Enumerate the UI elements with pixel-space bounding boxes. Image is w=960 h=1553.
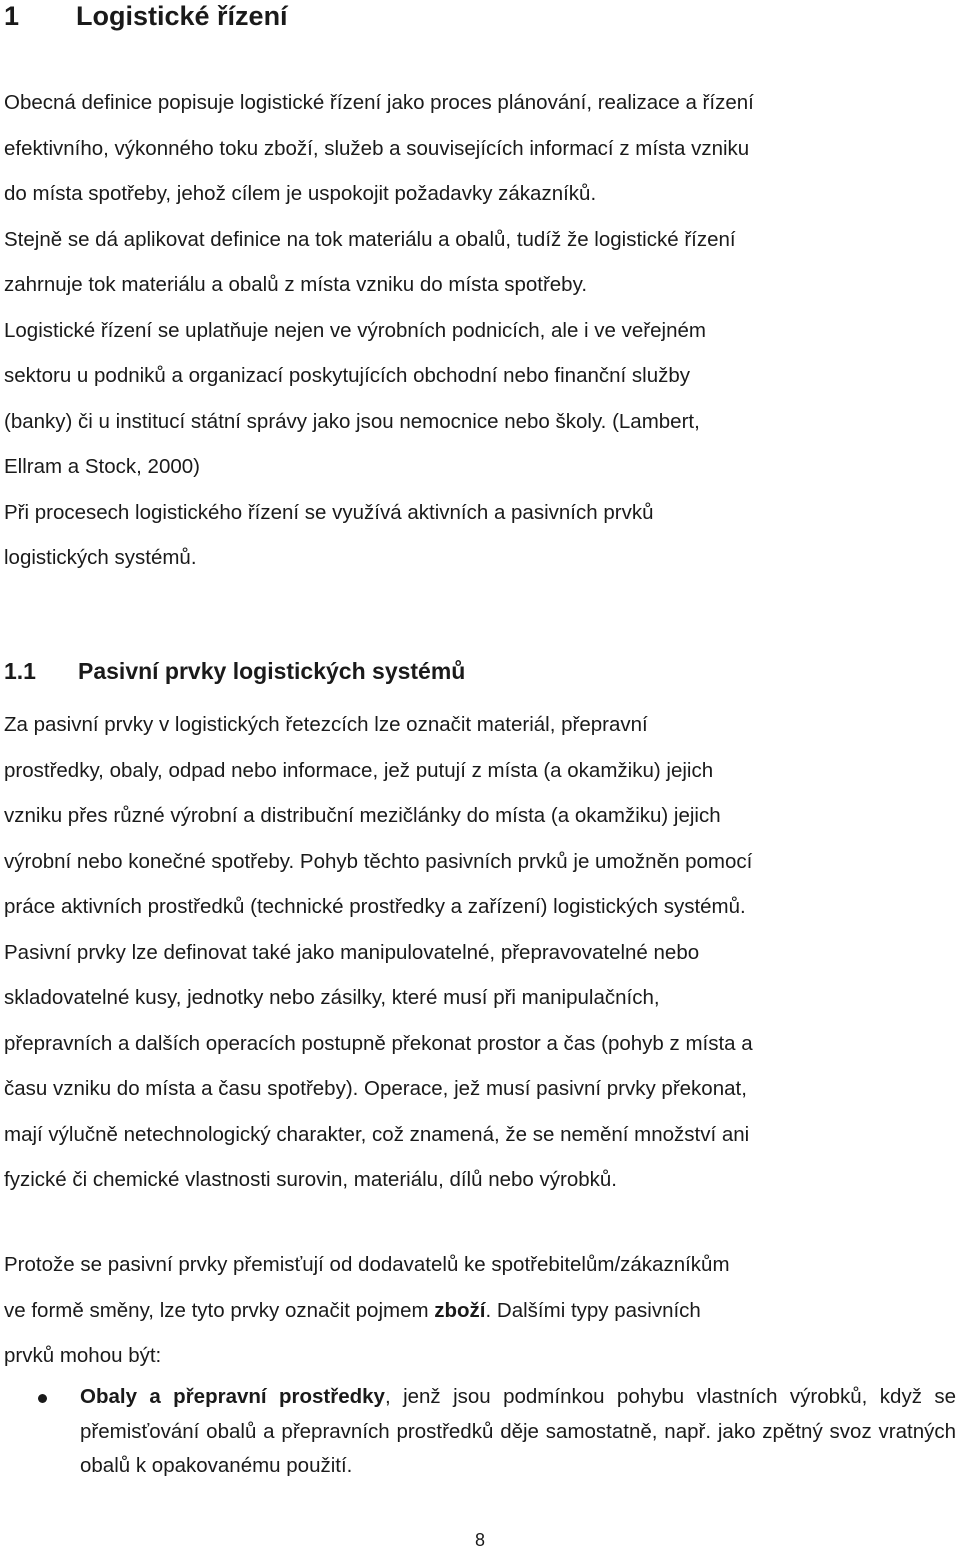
text-line xyxy=(4,1288,954,1334)
text-line: efektivního, výkonného toku zboží, služeb a souvisejících informací z místa vzniku xyxy=(4,136,750,160)
section-heading xyxy=(4,653,465,689)
text-line: mají výlučně netechnologický charakter, což znamená, že se nemění množství ani xyxy=(4,1122,750,1146)
text-line: Protože se pasivní prvky přemisťují od dodavatelů ke spotřebitelům/zákazníkům xyxy=(4,1253,730,1276)
chapter-heading xyxy=(4,0,288,34)
text-line: přepravních a dalších operacích postupně překonat prostor a čas (pohyb z místa a xyxy=(4,1031,753,1055)
text-line: skladovatelné kusy, jednotky nebo zásilky, které musí při manipulačních, xyxy=(4,986,660,1009)
text-line: Stejně se dá aplikovat definice na tok materiálu a obalů, tudíž že logistické řízení xyxy=(4,227,736,251)
chapter-number: 1 xyxy=(4,1,20,31)
text-line: Za pasivní prvky v logistických řetezcích lze označit materiál, přepravní xyxy=(4,713,648,736)
text-line: vzniku přes různé výrobní a distribuční mezičlánky do místa (a okamžiku) jejich xyxy=(4,804,721,827)
section-number: 1.1 xyxy=(4,658,36,684)
text-line: Ellram a Stock, 2000) xyxy=(4,455,200,478)
passive-elements-paragraph xyxy=(4,702,954,1203)
chapter-title: Logistické řízení xyxy=(76,1,288,31)
goods-paragraph xyxy=(4,1242,954,1379)
section-title: Pasivní prvky logistických systémů xyxy=(78,658,466,684)
bullet-bold-term: Obaly a přepravní prostředky xyxy=(80,1385,385,1408)
bold-term: zboží xyxy=(434,1298,486,1322)
list-item xyxy=(0,1380,956,1484)
text-line: fyzické či chemické vlastnosti surovin, materiálu, dílů nebo výrobků. xyxy=(4,1168,617,1191)
text-line: Logistické řízení se uplatňuje nejen ve výrobních podnicích, ale i ve veřejném xyxy=(4,318,706,342)
bullet-icon xyxy=(38,1394,47,1403)
text-line: práce aktivních prostředků (technické prostředky a zařízení) logistických systémů. xyxy=(4,895,746,918)
text-line: sektoru u podniků a organizací poskytujících obchodní nebo finanční služby xyxy=(4,364,691,387)
text-segment: ve formě směny, lze tyto prvky označit pojmem xyxy=(4,1298,435,1322)
text-line: Pasivní prvky lze definovat také jako manipulovatelné, přepravovatelné nebo xyxy=(4,940,700,964)
text-line: prvků mohou být: xyxy=(4,1344,162,1367)
text-line: výrobní nebo konečné spotřeby. Pohyb těchto pasivních prvků je umožněn pomocí xyxy=(4,849,753,873)
page-number: 8 xyxy=(474,1530,485,1550)
text-line: (banky) či u institucí státní správy jako jsou nemocnice nebo školy. (Lambert, xyxy=(4,409,700,433)
text-line: logistických systémů. xyxy=(4,546,197,569)
bullet-list xyxy=(0,1380,960,1484)
text-segment: . Dalšími typy pasivních xyxy=(485,1298,701,1322)
text-line: času vzniku do místa a času spotřeby). Operace, jež musí pasivní prvky překonat, xyxy=(4,1077,747,1100)
text-line: Při procesech logistického řízení se využívá aktivních a pasivních prvků xyxy=(4,500,654,524)
text-line: prostředky, obaly, odpad nebo informace, jež putují z místa (a okamžiku) jejich xyxy=(4,758,714,782)
intro-paragraph xyxy=(4,80,954,581)
text-line: Obecná definice popisuje logistické řízení jako proces plánování, realizace a řízení xyxy=(4,91,754,114)
text-line: do místa spotřeby, jehož cílem je uspokojit požadavky zákazníků. xyxy=(4,182,597,205)
bullet-text: , jenž jsou podmínkou pohybu vlastních výrobků, když se přemisťování obalů a přepravních prostředků děje samostatně, např. jako zpětný svoz vratných obalů k opakovanému použití. xyxy=(80,1385,956,1477)
text-line: zahrnuje tok materiálu a obalů z místa vzniku do místa spotřeby. xyxy=(4,273,588,296)
